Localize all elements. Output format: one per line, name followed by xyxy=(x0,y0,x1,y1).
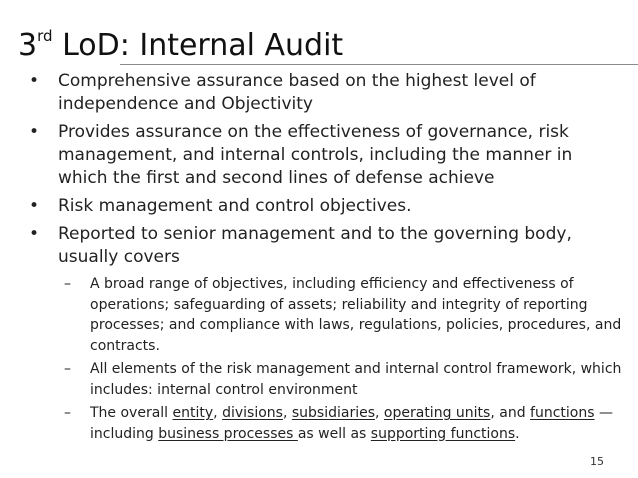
title-text: LoD: Internal Audit xyxy=(52,28,344,63)
sub-bullet-item xyxy=(58,403,638,444)
bullet-text: Reported to senior management and to the governing body, usually covers xyxy=(58,224,572,267)
functions-link[interactable]: functions xyxy=(530,405,595,421)
text-run: , xyxy=(375,405,384,421)
bullet-item xyxy=(26,70,611,116)
dash-marker: – xyxy=(64,361,71,377)
business-processes-link[interactable]: business processes xyxy=(158,425,298,442)
title-number: 3 xyxy=(18,28,38,63)
text-run: . xyxy=(515,425,520,442)
dash-marker: – xyxy=(64,405,71,421)
supporting-functions-link[interactable]: supporting functions xyxy=(370,425,516,442)
text-run: , xyxy=(282,405,292,421)
bullet-marker: • xyxy=(29,122,40,142)
text-run: — including xyxy=(90,405,613,442)
text-run: , and xyxy=(490,405,531,421)
slide-title xyxy=(18,26,343,66)
bullet-text: Comprehensive assurance based on the highest level of independence and Objectivity xyxy=(58,71,536,114)
title-divider xyxy=(120,64,638,65)
bullet-item xyxy=(26,195,611,218)
sub-bullet-item xyxy=(58,274,638,356)
sub-bullet-item xyxy=(58,359,638,400)
page-number: 15 xyxy=(590,455,604,468)
text-run: The overall xyxy=(90,405,173,421)
sub-bullet-text: A broad range of objectives, including efficiency and effectiveness of operations; safeguarding of assets; reliability and integrity of reporting processes; and compliance with laws, regulations, policies, procedures, and contracts. xyxy=(90,276,622,354)
dash-marker: – xyxy=(64,276,71,292)
bullet-list xyxy=(26,70,622,447)
text-run: , xyxy=(213,405,223,421)
bullet-text: Risk management and control objectives. xyxy=(58,196,412,216)
sub-bullet-text xyxy=(90,405,613,442)
bullet-marker: • xyxy=(29,71,40,91)
bullet-marker: • xyxy=(29,224,40,244)
bullet-item xyxy=(26,223,611,269)
operating-units-link[interactable]: operating units xyxy=(383,405,491,421)
divisions-link[interactable]: divisions xyxy=(222,405,283,421)
text-run: as well as xyxy=(297,425,371,442)
subsidiaries-link[interactable]: subsidiaries xyxy=(291,405,376,421)
sub-bullet-text: All elements of the risk management and internal control framework, which includes: internal control environment xyxy=(90,361,622,398)
entity-link[interactable]: entity xyxy=(172,405,214,421)
bullet-item xyxy=(26,121,611,190)
bullet-marker: • xyxy=(29,196,40,216)
title-superscript: rd xyxy=(37,27,53,45)
bullet-text: Provides assurance on the effectiveness of governance, risk management, and internal controls, including the manner in which the first and second lines of defense achieve xyxy=(58,122,573,188)
